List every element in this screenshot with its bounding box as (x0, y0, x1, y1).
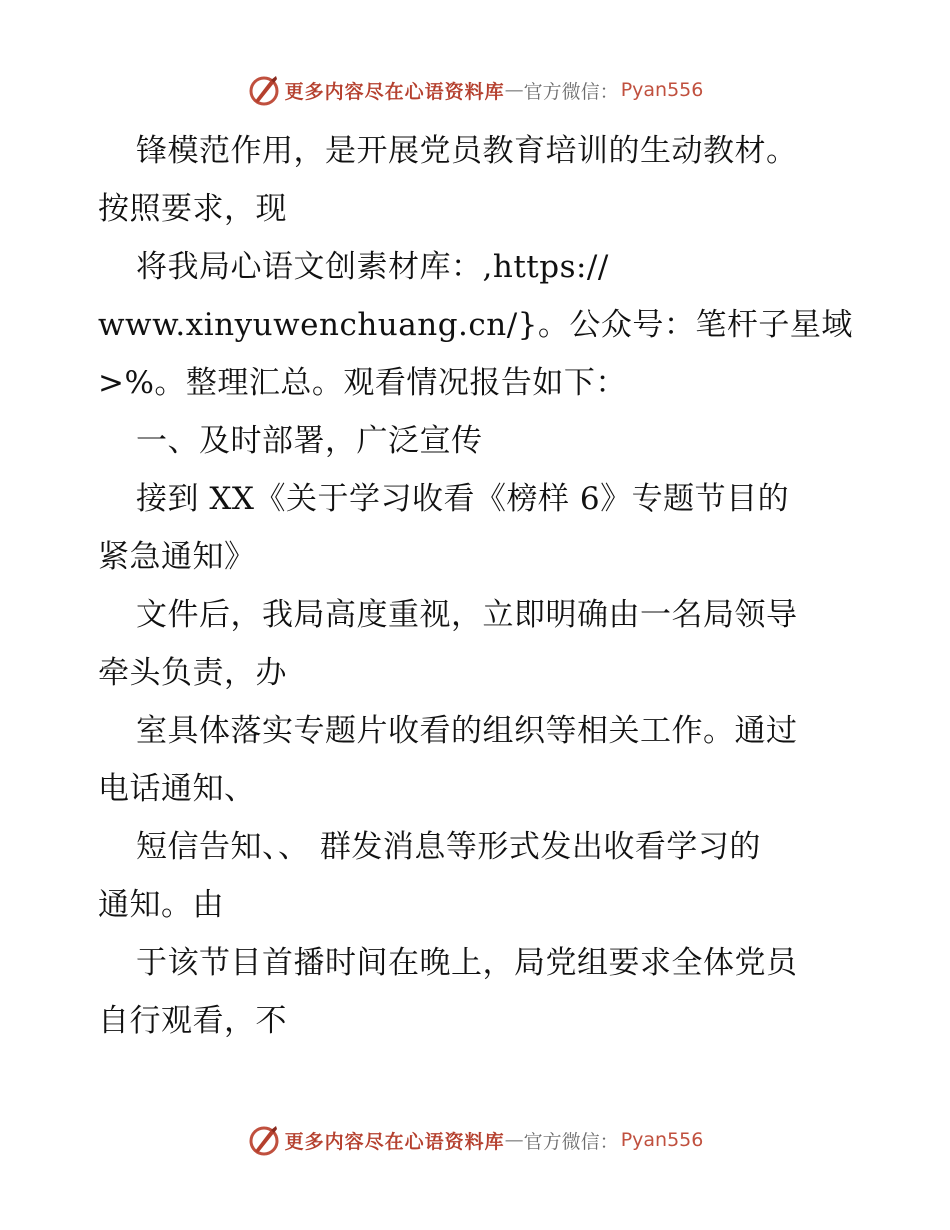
body-line: 锋模范作用，是开展党员教育培训的生动教材。 (136, 133, 798, 169)
body-line: 接到 XX《关于学习收看《榜样 6》专题节目的 (136, 481, 790, 517)
body-line: 文件后，我局高度重视，立即明确由一名局领导 (136, 597, 798, 633)
body-line: 牵头负责，办 (98, 655, 287, 691)
body-line: 室具体落实专题片收看的组织等相关工作。通过 (136, 713, 798, 749)
body-line: >%。整理汇总。观看情况报告如下： (98, 365, 627, 401)
body-line: 将我局心语文创素材库：,https:// (136, 249, 609, 285)
body-line: 通知。由 (98, 887, 224, 923)
banner-wechat-label: 官方微信： (523, 1130, 619, 1153)
quill-logo-icon (247, 73, 281, 107)
document-body (98, 122, 898, 1050)
banner-dash: — (504, 79, 524, 101)
body-line: 电话通知、 (98, 771, 256, 807)
body-line: www.xinyuwenchuang.cn/}。公众号：笔杆子星域 (98, 307, 853, 343)
footer-watermark-banner (0, 1120, 950, 1160)
body-line: 自行观看，不 (98, 1003, 287, 1039)
banner-wechat-id: Pyan556 (620, 79, 704, 101)
body-line: 紧急通知》 (98, 539, 256, 575)
banner-wechat-id: Pyan556 (620, 1129, 704, 1151)
header-watermark-banner (0, 70, 950, 110)
banner-brand-text: 更多内容尽在心语资料库 (284, 80, 505, 103)
body-line: 短信告知、、 群发消息等形式发出收看学习的 (136, 829, 761, 865)
body-line: 按照要求，现 (98, 191, 287, 227)
section-heading: 一、及时部署，广泛宣传 (136, 423, 483, 459)
banner-wechat-label: 官方微信： (523, 80, 619, 103)
banner-brand-text: 更多内容尽在心语资料库 (284, 1130, 505, 1153)
banner-dash: — (504, 1129, 524, 1151)
quill-logo-icon (247, 1123, 281, 1157)
body-line: 于该节目首播时间在晚上，局党组要求全体党员 (136, 945, 798, 981)
